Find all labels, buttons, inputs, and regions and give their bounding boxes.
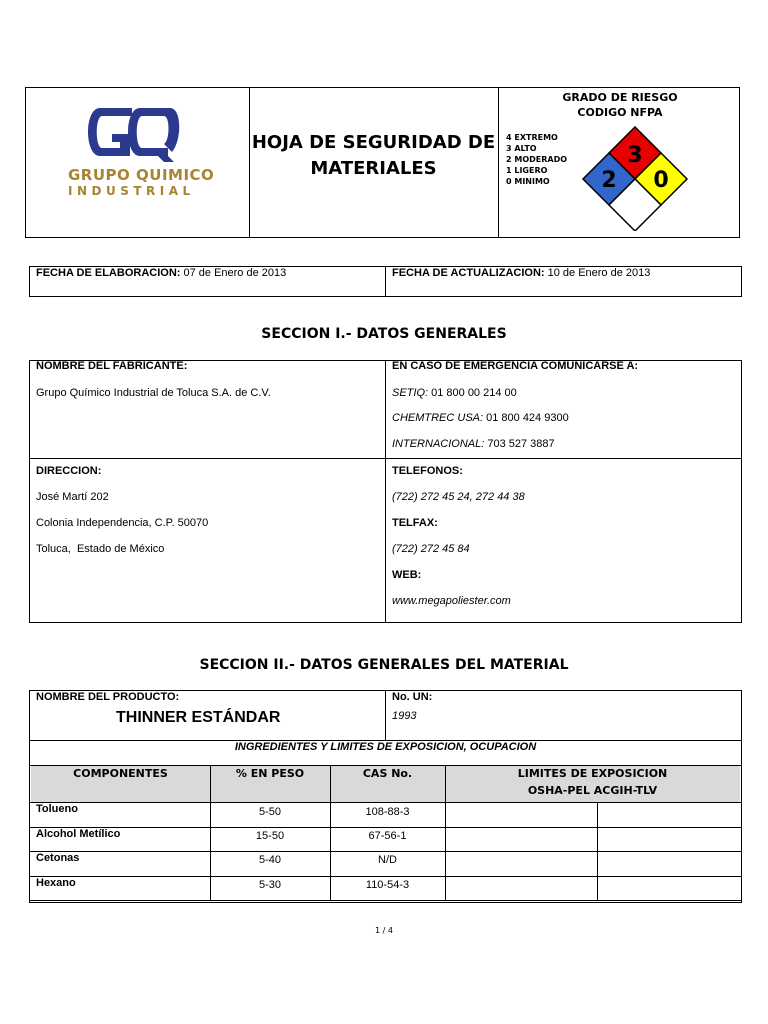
producto-label: NOMBRE DEL PRODUCTO:	[36, 691, 180, 703]
nfpa-health-value: 2	[601, 168, 617, 193]
chemtrec-value: 01 800 424 9300	[483, 412, 569, 424]
row-peso: 5-50	[258, 806, 282, 818]
document-title	[249, 130, 498, 182]
dates-divider	[385, 266, 386, 297]
telfax-label: TELFAX:	[392, 517, 438, 529]
row-line	[29, 900, 742, 901]
direccion-label: DIRECCION:	[36, 465, 102, 477]
section1-title: SECCION I.- DATOS GENERALES	[261, 326, 507, 342]
row-componente: Alcohol Metílico	[36, 828, 121, 840]
emergencia-label: EN CASO DE EMERGENCIA COMUNICARSE A:	[392, 360, 639, 372]
fecha-elaboracion-value: 07 de Enero de 2013	[180, 267, 287, 279]
col-peso: % EN PESO	[235, 767, 305, 780]
direccion-line: Colonia Independencia, C.P. 50070	[36, 517, 209, 529]
row-peso: 5-40	[258, 854, 282, 866]
web-label: WEB:	[392, 569, 422, 581]
logo-line1: GRUPO QUIMICO	[68, 166, 215, 184]
un-value: 1993	[392, 710, 417, 722]
setiq-value: 01 800 00 214 00	[428, 387, 517, 399]
product-divider	[385, 690, 386, 740]
fecha-actualizacion-label: FECHA DE ACTUALIZACION:	[392, 267, 545, 279]
row-line	[29, 827, 742, 828]
company-logo	[60, 100, 230, 200]
row-componente: Hexano	[36, 877, 76, 889]
col-limites-sub: OSHA-PEL ACGIH-TLV	[527, 784, 658, 797]
legend-item: 4 EXTREMO	[506, 133, 558, 142]
fecha-actualizacion	[392, 267, 650, 279]
risk-title-line2: CODIGO NFPA	[577, 106, 663, 119]
section1-divider-h	[29, 458, 742, 459]
risk-title	[500, 90, 740, 120]
un-label: No. UN:	[392, 691, 433, 703]
row-componente: Cetonas	[36, 852, 80, 864]
setiq-label: SETIQ:	[392, 387, 429, 399]
setiq	[392, 387, 517, 399]
row-cas: N/D	[378, 854, 397, 866]
logo-gq-mark	[60, 100, 230, 164]
title-line2: MATERIALES	[310, 158, 437, 179]
nfpa-flammability-value: 3	[627, 143, 643, 168]
row-peso: 15-50	[255, 830, 285, 842]
fecha-elaboracion	[36, 267, 286, 279]
section2-title: SECCION II.- DATOS GENERALES DEL MATERIAL	[199, 657, 569, 673]
legend-item: 2 MODERADO	[506, 155, 568, 164]
internacional-label: INTERNACIONAL:	[392, 438, 485, 450]
chemtrec-label: CHEMTREC USA:	[392, 412, 484, 424]
row-cas: 67-56-1	[368, 830, 407, 842]
row-cas: 110-54-3	[365, 879, 410, 891]
row-componente: Tolueno	[36, 803, 78, 815]
direccion-line: Toluca, Estado de México	[36, 543, 165, 555]
col-componentes: COMPONENTES	[73, 767, 168, 780]
producto-value: THINNER ESTÁNDAR	[116, 709, 281, 726]
row-peso: 5-30	[258, 879, 282, 891]
nfpa-reactivity-value: 0	[653, 168, 669, 193]
internacional-value: 703 527 3887	[484, 438, 555, 450]
web-link[interactable]: www.megapoliester.com	[392, 595, 511, 607]
telefonos-label: TELEFONOS:	[392, 465, 463, 477]
table-top-line	[29, 765, 742, 766]
col-cas: CAS No.	[362, 767, 413, 780]
row-line	[29, 851, 742, 852]
row-line	[29, 876, 742, 877]
row-cas: 108-88-3	[365, 806, 410, 818]
table-header-bottom	[29, 802, 742, 803]
telfax-value: (722) 272 45 84	[392, 543, 470, 555]
header-divider-2	[498, 87, 499, 238]
logo-line2: INDUSTRIAL	[68, 184, 195, 198]
fabricante-label: NOMBRE DEL FABRICANTE:	[36, 360, 188, 372]
nfpa-legend	[506, 132, 567, 187]
fabricante-value: Grupo Químico Industrial de Toluca S.A. de C.V.	[36, 387, 271, 399]
page-number: 1 / 4	[375, 926, 393, 935]
nfpa-diamond	[578, 119, 692, 231]
fecha-actualizacion-value: 10 de Enero de 2013	[544, 267, 651, 279]
title-line1: HOJA DE SEGURIDAD DE	[251, 132, 496, 153]
col-limites: LIMITES DE EXPOSICION	[517, 767, 668, 780]
ingredientes-title: INGREDIENTES Y LIMITES DE EXPOSICION, OCUPACION	[234, 741, 537, 753]
legend-item: 3 ALTO	[506, 144, 537, 153]
internacional	[392, 438, 555, 450]
chemtrec	[392, 412, 569, 424]
direccion-line: José Martí 202	[36, 491, 109, 503]
fecha-elaboracion-label: FECHA DE ELABORACION:	[36, 267, 181, 279]
legend-item: 1 LIGERO	[506, 166, 548, 175]
legend-item: 0 MINIMO	[506, 177, 550, 186]
telefonos-value: (722) 272 45 24, 272 44 38	[392, 491, 525, 503]
risk-title-line1: GRADO DE RIESGO	[562, 91, 678, 104]
section1-divider-v	[385, 360, 386, 623]
